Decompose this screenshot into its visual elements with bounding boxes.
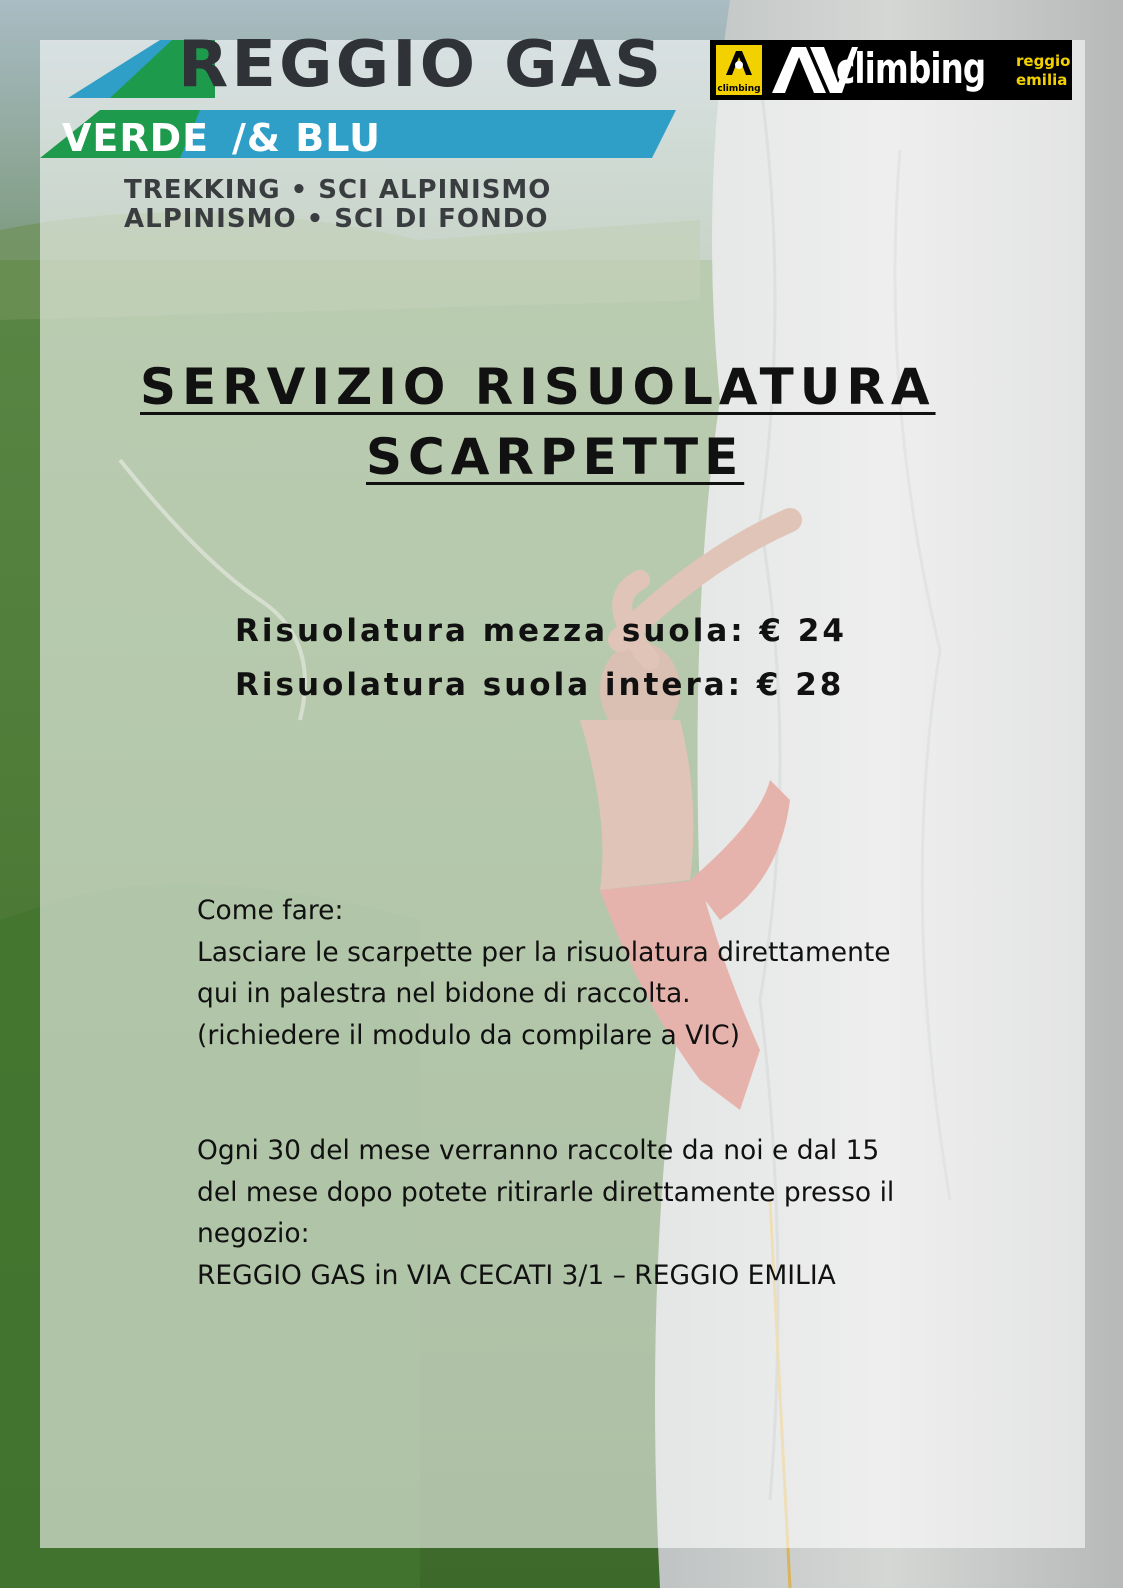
how-to-heading: Come fare: xyxy=(197,895,344,926)
collection-line: Ogni 30 del mese verranno raccolte da noi e dal 15 xyxy=(197,1135,880,1166)
title-line-1: SERVIZIO RISUOLATURA xyxy=(140,358,936,416)
collection-line: del mese dopo potete ritirarle direttamente presso il xyxy=(197,1176,895,1208)
white-overlay-panel xyxy=(40,40,1085,1548)
how-to-line: (richiedere il modulo da compilare a VIC) xyxy=(197,1019,740,1051)
how-to-section xyxy=(197,890,891,1056)
collection-line: negozio: xyxy=(197,1218,310,1249)
activities-line-2: ALPINISMO • SCI DI FONDO xyxy=(124,204,549,234)
climbing-wordmark: climbing xyxy=(836,44,986,93)
brand-name: REGGIO GAS xyxy=(178,28,665,102)
shop-address: REGGIO GAS in VIA CECATI 3/1 – REGGIO EMILIA xyxy=(197,1259,836,1291)
how-to-line: qui in palestra nel bidone di raccolta. xyxy=(197,978,691,1009)
activities-line-1: TREKKING • SCI ALPINISMO xyxy=(124,175,552,205)
av-small-badge xyxy=(716,45,762,95)
price-half-sole: Risuolatura mezza suola: € 24 xyxy=(235,613,847,649)
climbing-city-line-2: emilia xyxy=(1016,71,1068,89)
price-full-sole: Risuolatura suola intera: € 28 xyxy=(235,667,845,703)
climbing-city-line-1: reggio xyxy=(1016,52,1071,70)
collection-section xyxy=(197,1130,894,1296)
climber-figure-icon xyxy=(716,45,762,81)
av-climbing-logo xyxy=(710,40,1072,100)
av-small-label: climbing xyxy=(717,84,761,94)
how-to-line: Lasciare le scarpette per la risuolatura direttamente xyxy=(197,936,891,968)
title-line-2: SCARPETTE xyxy=(366,428,745,486)
brand-tag-verde: VERDE xyxy=(62,116,210,160)
brand-tag-blu: /& BLU xyxy=(232,116,381,160)
